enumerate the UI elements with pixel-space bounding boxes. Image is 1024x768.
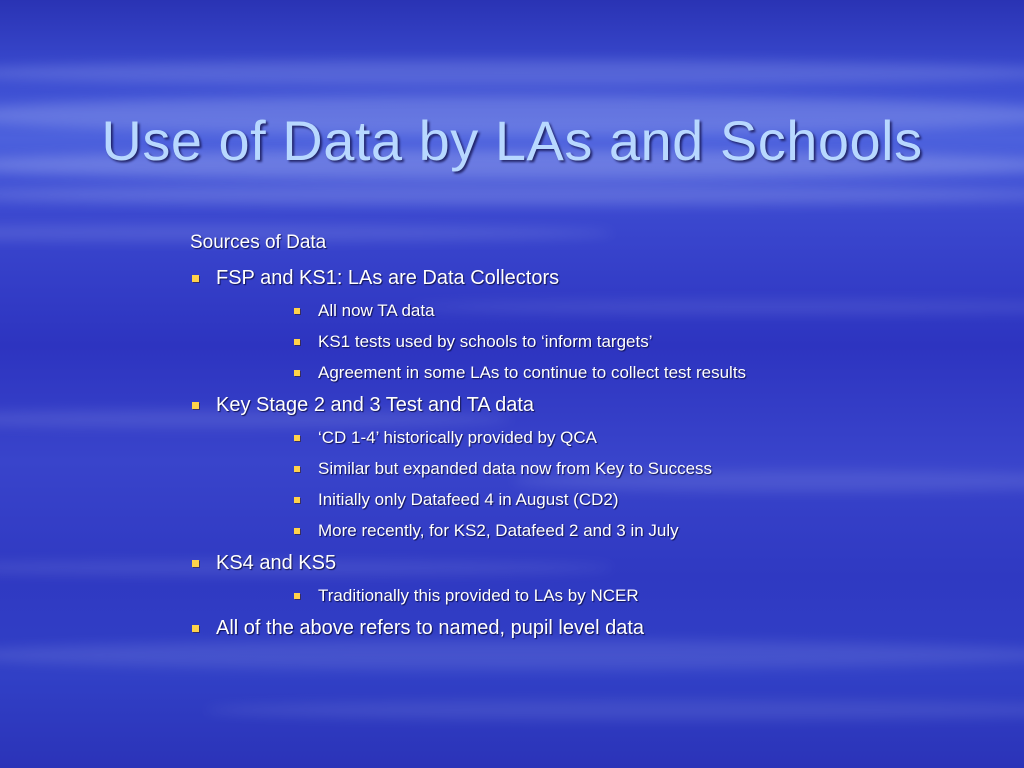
- sub-bullet-item: [190, 458, 990, 480]
- bullet-text: All of the above refers to named, pupil level data: [216, 617, 645, 639]
- cloud-streak: [205, 700, 1024, 720]
- cloud-streak: [0, 60, 1024, 86]
- sub-bullet-item: [190, 300, 990, 322]
- square-bullet-icon: [294, 593, 300, 599]
- square-bullet-icon: [294, 497, 300, 503]
- bullet-item: [190, 616, 990, 640]
- bullet-item: [190, 393, 990, 417]
- square-bullet-icon: [192, 275, 199, 282]
- square-bullet-icon: [294, 528, 300, 534]
- sub-bullet-text: Traditionally this provided to LAs by NCER: [318, 586, 639, 605]
- sub-bullet-text: ‘CD 1-4’ historically provided by QCA: [318, 428, 598, 447]
- sub-bullet-text: All now TA data: [318, 301, 435, 320]
- sub-bullet-text: Agreement in some LAs to continue to collect test results: [318, 363, 747, 382]
- sub-bullet-item: [190, 362, 990, 384]
- sub-bullet-item: [190, 427, 990, 449]
- sub-bullet-item: [190, 331, 990, 353]
- slide-body: [190, 232, 990, 650]
- square-bullet-icon: [294, 308, 300, 314]
- sub-bullet-text: Initially only Datafeed 4 in August (CD2): [318, 490, 619, 509]
- sub-bullet-text: KS1 tests used by schools to ‘inform targets’: [318, 332, 653, 351]
- bullet-text: FSP and KS1: LAs are Data Collectors: [216, 267, 560, 289]
- slide-title: Use of Data by LAs and Schools: [101, 109, 923, 172]
- sub-bullet-item: [190, 585, 990, 607]
- sub-bullet-text: Similar but expanded data now from Key to Success: [318, 459, 713, 478]
- bullet-text: KS4 and KS5: [216, 552, 337, 574]
- square-bullet-icon: [192, 625, 199, 632]
- square-bullet-icon: [192, 560, 199, 567]
- sub-bullet-item: [190, 520, 990, 542]
- square-bullet-icon: [294, 466, 300, 472]
- square-bullet-icon: [294, 435, 300, 441]
- bullet-text: Key Stage 2 and 3 Test and TA data: [216, 394, 535, 416]
- cloud-streak: [0, 185, 1024, 205]
- section-heading: Sources of Data: [190, 232, 327, 253]
- sub-bullet-text: More recently, for KS2, Datafeed 2 and 3 in July: [318, 521, 679, 540]
- square-bullet-icon: [294, 339, 300, 345]
- square-bullet-icon: [294, 370, 300, 376]
- bullet-item: [190, 551, 990, 575]
- bullet-item: [190, 266, 990, 290]
- sub-bullet-item: [190, 489, 990, 511]
- square-bullet-icon: [192, 402, 199, 409]
